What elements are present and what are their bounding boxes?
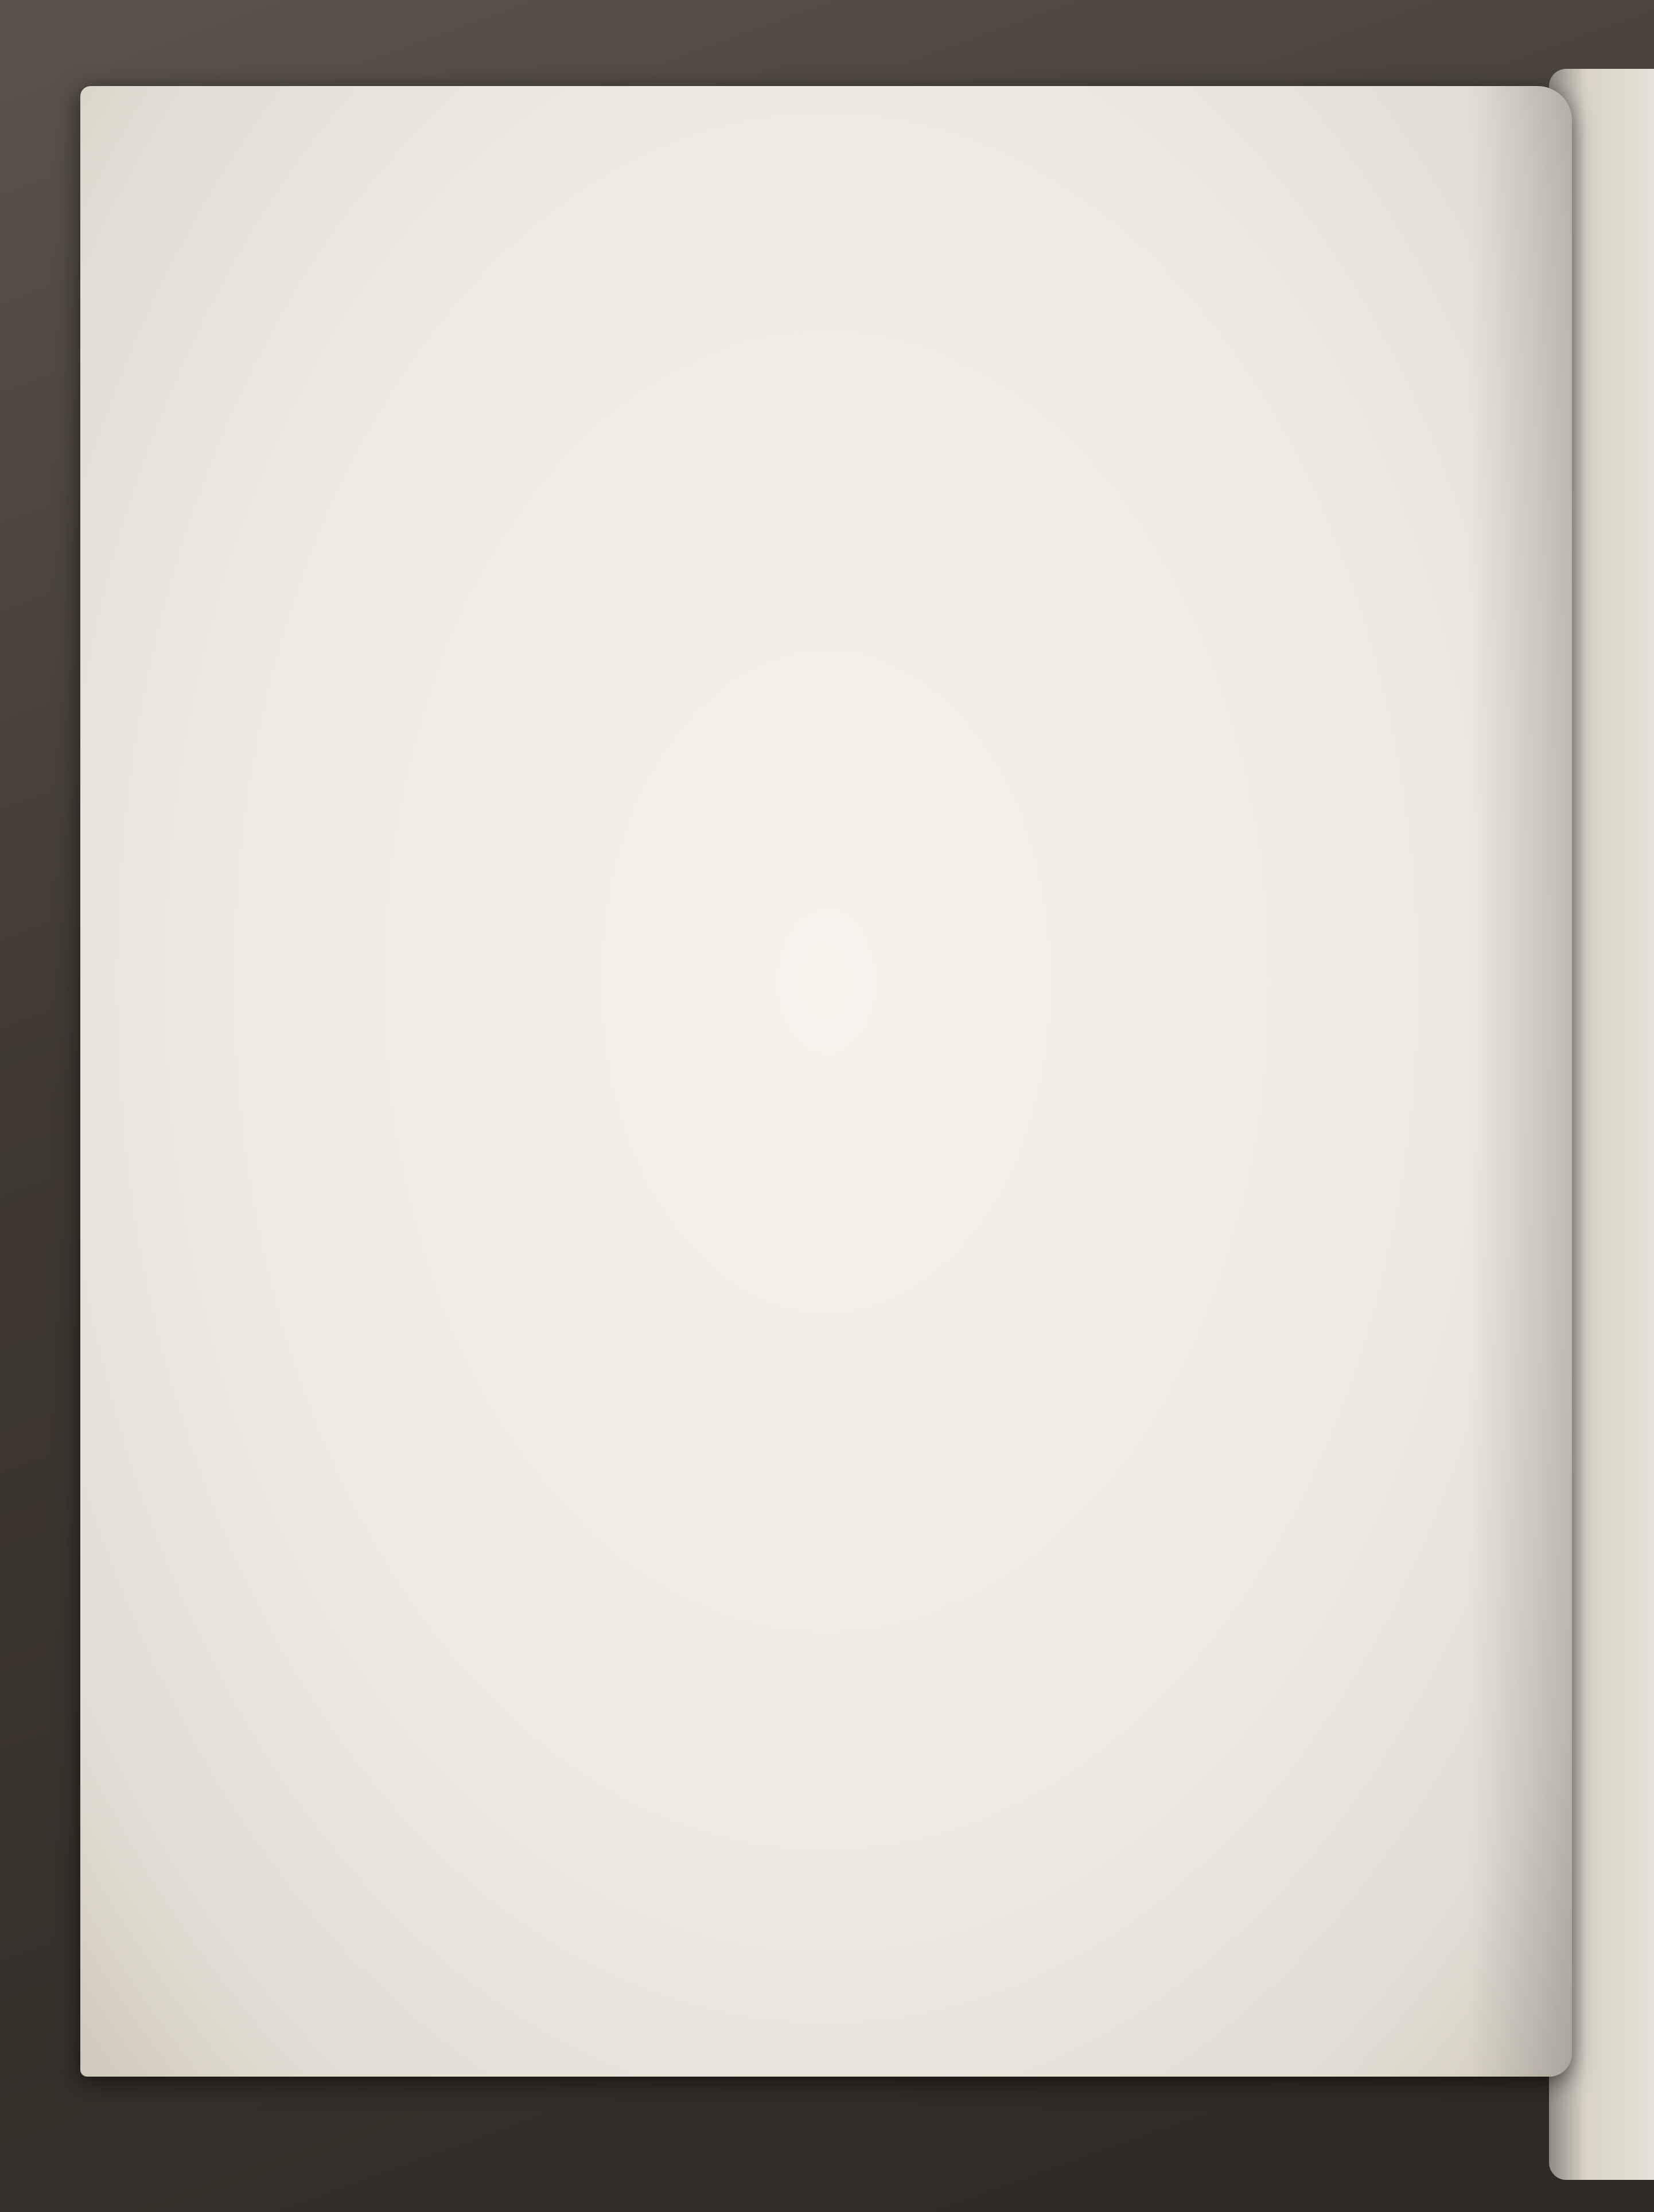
top-verse-block — [390, 172, 1480, 367]
thisbe-verse-block — [344, 476, 1434, 1537]
dialogue-block — [161, 1646, 1509, 2059]
